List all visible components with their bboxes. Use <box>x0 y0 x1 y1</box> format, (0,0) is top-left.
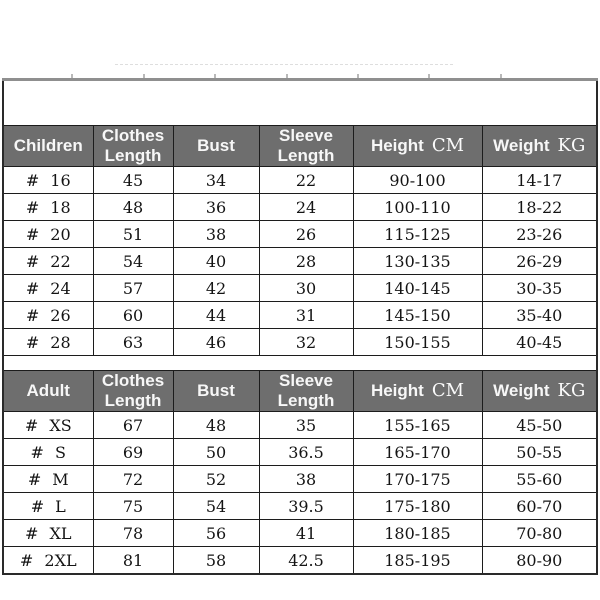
measurement-cell: 36.5 <box>259 439 353 466</box>
measurement-cell: 36 <box>173 194 259 221</box>
unit-cm: CM <box>431 134 465 156</box>
header-sleeve-length: Sleeve Length <box>259 126 353 167</box>
measurement-cell: 60-70 <box>482 493 597 520</box>
measurement-cell: 63 <box>93 329 173 356</box>
header-adult: Adult <box>3 371 93 412</box>
size-row <box>3 466 597 493</box>
children-header-row <box>3 126 597 167</box>
size-row <box>3 275 597 302</box>
size-label-cell: # 2XL <box>3 547 93 575</box>
size-label-cell: # M <box>3 466 93 493</box>
header-weight-label: Weight <box>493 380 550 400</box>
measurement-cell: 23-26 <box>482 221 597 248</box>
measurement-cell: 48 <box>93 194 173 221</box>
measurement-cell: 90-100 <box>353 167 482 194</box>
measurement-cell: 45 <box>93 167 173 194</box>
size-label-cell: # 16 <box>3 167 93 194</box>
header-weight <box>482 371 597 412</box>
measurement-cell: 26 <box>259 221 353 248</box>
measurement-cell: 54 <box>173 493 259 520</box>
measurement-cell: 69 <box>93 439 173 466</box>
measurement-cell: 14-17 <box>482 167 597 194</box>
measurement-cell: 170-175 <box>353 466 482 493</box>
size-label-cell: # S <box>3 439 93 466</box>
measurement-cell: 28 <box>259 248 353 275</box>
measurement-cell: 155-165 <box>353 412 482 439</box>
measurement-cell: 34 <box>173 167 259 194</box>
measurement-cell: 31 <box>259 302 353 329</box>
measurement-cell: 80-90 <box>482 547 597 575</box>
measurement-cell: 30-35 <box>482 275 597 302</box>
measurement-cell: 45-50 <box>482 412 597 439</box>
measurement-cell: 38 <box>259 466 353 493</box>
measurement-cell: 35 <box>259 412 353 439</box>
measurement-cell: 51 <box>93 221 173 248</box>
size-row <box>3 302 597 329</box>
size-label-cell: # 24 <box>3 275 93 302</box>
size-row <box>3 439 597 466</box>
measurement-cell: 48 <box>173 412 259 439</box>
size-label-cell: # 20 <box>3 221 93 248</box>
size-label-cell: # L <box>3 493 93 520</box>
header-weight <box>482 126 597 167</box>
top-spacer-row <box>3 80 597 126</box>
measurement-cell: 185-195 <box>353 547 482 575</box>
size-row <box>3 412 597 439</box>
measurement-cell: 70-80 <box>482 520 597 547</box>
header-children: Children <box>3 126 93 167</box>
size-label-cell: # 26 <box>3 302 93 329</box>
section-gap-cell <box>3 356 597 371</box>
section-gap-row <box>3 356 597 371</box>
header-height-label: Height <box>370 135 424 155</box>
measurement-cell: 54 <box>93 248 173 275</box>
size-row <box>3 520 597 547</box>
size-label-cell: # 18 <box>3 194 93 221</box>
header-height <box>353 126 482 167</box>
measurement-cell: 55-60 <box>482 466 597 493</box>
size-row <box>3 194 597 221</box>
size-row <box>3 547 597 575</box>
measurement-cell: 75 <box>93 493 173 520</box>
measurement-cell: 18-22 <box>482 194 597 221</box>
size-row <box>3 167 597 194</box>
measurement-cell: 52 <box>173 466 259 493</box>
unit-cm: CM <box>431 379 465 401</box>
measurement-cell: 32 <box>259 329 353 356</box>
measurement-cell: 46 <box>173 329 259 356</box>
measurement-cell: 115-125 <box>353 221 482 248</box>
size-label-cell: # 28 <box>3 329 93 356</box>
measurement-cell: 100-110 <box>353 194 482 221</box>
size-row <box>3 221 597 248</box>
header-bust: Bust <box>173 126 259 167</box>
measurement-cell: 38 <box>173 221 259 248</box>
measurement-cell: 57 <box>93 275 173 302</box>
measurement-cell: 24 <box>259 194 353 221</box>
adult-section-head <box>3 356 597 412</box>
measurement-cell: 81 <box>93 547 173 575</box>
measurement-cell: 67 <box>93 412 173 439</box>
header-clothes-length: Clothes Length <box>93 371 173 412</box>
children-rows <box>3 167 597 356</box>
header-sleeve-length: Sleeve Length <box>259 371 353 412</box>
header-height-label: Height <box>370 380 424 400</box>
measurement-cell: 72 <box>93 466 173 493</box>
header-clothes-length: Clothes Length <box>93 126 173 167</box>
measurement-cell: 58 <box>173 547 259 575</box>
measurement-cell: 50 <box>173 439 259 466</box>
children-section-head <box>3 80 597 167</box>
unit-kg: KG <box>557 134 586 156</box>
size-label-cell: # XL <box>3 520 93 547</box>
empty-banner-cell <box>3 80 597 126</box>
size-chart-table <box>2 78 598 575</box>
measurement-cell: 30 <box>259 275 353 302</box>
faint-divider-line <box>115 64 453 65</box>
unit-kg: KG <box>557 379 586 401</box>
measurement-cell: 78 <box>93 520 173 547</box>
measurement-cell: 42 <box>173 275 259 302</box>
measurement-cell: 165-170 <box>353 439 482 466</box>
measurement-cell: 41 <box>259 520 353 547</box>
header-weight-label: Weight <box>493 135 550 155</box>
measurement-cell: 56 <box>173 520 259 547</box>
measurement-cell: 39.5 <box>259 493 353 520</box>
measurement-cell: 145-150 <box>353 302 482 329</box>
measurement-cell: 140-145 <box>353 275 482 302</box>
size-label-cell: # XS <box>3 412 93 439</box>
header-bust: Bust <box>173 371 259 412</box>
measurement-cell: 42.5 <box>259 547 353 575</box>
measurement-cell: 44 <box>173 302 259 329</box>
measurement-cell: 50-55 <box>482 439 597 466</box>
measurement-cell: 180-185 <box>353 520 482 547</box>
measurement-cell: 130-135 <box>353 248 482 275</box>
size-label-cell: # 22 <box>3 248 93 275</box>
measurement-cell: 26-29 <box>482 248 597 275</box>
header-height <box>353 371 482 412</box>
measurement-cell: 22 <box>259 167 353 194</box>
measurement-cell: 175-180 <box>353 493 482 520</box>
adult-header-row <box>3 371 597 412</box>
measurement-cell: 150-155 <box>353 329 482 356</box>
size-row <box>3 493 597 520</box>
measurement-cell: 40-45 <box>482 329 597 356</box>
measurement-cell: 60 <box>93 302 173 329</box>
adult-rows <box>3 412 597 575</box>
size-row <box>3 329 597 356</box>
size-row <box>3 248 597 275</box>
measurement-cell: 35-40 <box>482 302 597 329</box>
measurement-cell: 40 <box>173 248 259 275</box>
